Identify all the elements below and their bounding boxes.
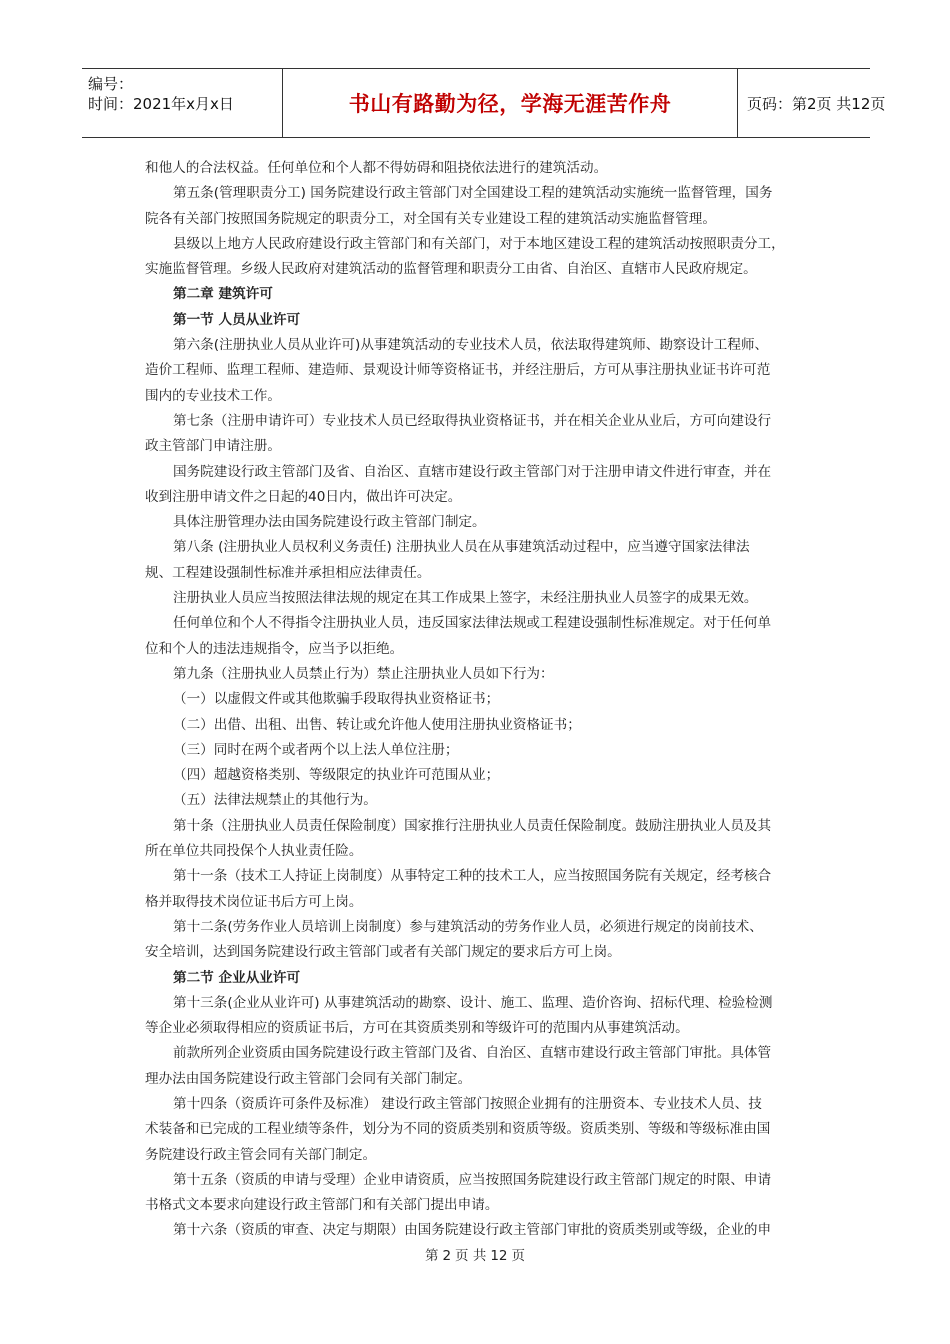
header-motto: 书山有路勤为径，学海无涯苦作舟 xyxy=(348,92,672,116)
body-line: （一）以虚假文件或其他欺骗手段取得执业资格证书； xyxy=(173,691,500,708)
body-line: 第五条(管理职责分工) 国务院建设行政主管部门对全国建设工程的建筑活动实施统一监督管理，国务 xyxy=(173,185,773,202)
body-line: （三）同时在两个或者两个以上法人单位注册； xyxy=(173,741,459,758)
document-body xyxy=(145,156,805,1244)
page-footer xyxy=(0,1244,950,1264)
body-line: 县级以上地方人民政府建设行政主管部门和有关部门，对于本地区建设工程的建筑活动按照职责分工， xyxy=(173,235,785,252)
footer-suffix: 页 xyxy=(511,1248,526,1264)
body-line: 和他人的合法权益。任何单位和个人都不得妨碍和阻挠依法进行的建筑活动。 xyxy=(145,160,608,176)
body-line: 第十条（注册执业人员责任保险制度）国家推行注册执业人员责任保险制度。鼓励注册执业人员及其 xyxy=(173,817,772,834)
header-meta xyxy=(82,69,282,137)
page-header xyxy=(82,68,886,138)
body-line: 前款所列企业资质由国务院建设行政主管部门及省、自治区、直辖市建设行政主管部门审批。具体管 xyxy=(173,1045,772,1062)
body-line: 位和个人的违法违规指令，应当予以拒绝。 xyxy=(145,640,404,657)
document-date: 时间：2021年x月x日 xyxy=(88,95,234,113)
body-line: 第十三条(企业从业许可) 从事建筑活动的勘察、设计、施工、监理、造价咨询、招标代理、检验检测 xyxy=(173,994,773,1011)
body-line: 第八条 (注册执业人员权利义务责任) 注册执业人员在从事建筑活动过程中，应当遵守国家法律法 xyxy=(173,539,750,556)
header-motto-cell xyxy=(282,69,738,137)
body-line: 国务院建设行政主管部门及省、自治区、直辖市建设行政主管部门对于注册申请文件进行审查，并在 xyxy=(173,463,772,480)
body-line: 术装备和已完成的工程业绩等条件，划分为不同的资质类别和资质等级。资质类别、等级和等级标准由国 xyxy=(145,1121,771,1138)
body-line: （五）法律法规禁止的其他行为。 xyxy=(173,792,377,809)
section-heading: 第一节 人员从业许可 xyxy=(173,311,301,328)
body-line: 围内的专业技术工作。 xyxy=(145,387,281,404)
body-line: 实施监督管理。乡级人民政府对建筑活动的监督管理和职责分工由省、自治区、直辖市人民政府规定。 xyxy=(145,261,757,278)
body-line: 第十六条（资质的审查、决定与期限）由国务院建设行政主管部门审批的资质类别或等级，企业的申 xyxy=(173,1222,772,1239)
footer-middle: 页 共 xyxy=(455,1248,487,1264)
body-line: 具体注册管理办法由国务院建设行政主管部门制定。 xyxy=(173,514,486,531)
body-line: 第十五条（资质的申请与受理）企业申请资质，应当按照国务院建设行政主管部门规定的时限、申请 xyxy=(173,1171,772,1188)
section-heading: 第二章 建筑许可 xyxy=(173,286,273,303)
body-line: 安全培训，达到国务院建设行政主管部门或者有关部门规定的要求后方可上岗。 xyxy=(145,944,621,961)
body-line: 第七条（注册申请许可）专业技术人员已经取得执业资格证书，并在相关企业从业后，方可向建设行 xyxy=(173,412,772,429)
body-line: 书格式文本要求向建设行政主管部门和有关部门提出申请。 xyxy=(145,1197,499,1214)
body-line: 第十二条(劳务作业人员培训上岗制度）参与建筑活动的劳务作业人员，必须进行规定的岗前技术、 xyxy=(173,918,763,935)
body-line: 第九条（注册执业人员禁止行为）禁止注册执业人员如下行为： xyxy=(173,665,554,682)
body-line: 格并取得技术岗位证书后方可上岗。 xyxy=(145,893,363,910)
body-line: 收到注册申请文件之日起的40日内，做出许可决定。 xyxy=(145,488,462,505)
body-line: 第六条(注册执业人员从业许可)从事建筑活动的专业技术人员，依法取得建筑师、勘察设计工程师、 xyxy=(173,337,769,354)
body-line: 务院建设行政主管会同有关部门制定。 xyxy=(145,1146,377,1163)
body-line: （四）超越资格类别、等级限定的执业许可范围从业； xyxy=(173,767,500,784)
document-number-label: 编号： xyxy=(88,75,134,93)
body-line: 院各有关部门按照国务院规定的职责分工，对全国有关专业建设工程的建筑活动实施监督管理。 xyxy=(145,210,716,227)
body-line: （二）出借、出租、出售、转让或允许他人使用注册执业资格证书； xyxy=(173,716,581,733)
footer-page-number: 2 xyxy=(442,1248,452,1264)
body-line: 第十四条（资质许可条件及标准） 建设行政主管部门按照企业拥有的注册资本、专业技术人员、技 xyxy=(173,1095,762,1112)
body-line: 造价工程师、监理工程师、建造师、景观设计师等资格证书，并经注册后，方可从事注册执业证书许可范 xyxy=(145,362,771,379)
header-page-info: 页码：第2页 共12页 xyxy=(747,94,886,113)
body-line: 规、工程建设强制性标准并承担相应法律责任。 xyxy=(145,564,431,581)
footer-prefix: 第 xyxy=(424,1248,439,1264)
body-line: 注册执业人员应当按照法律法规的规定在其工作成果上签字，未经注册执业人员签字的成果无效。 xyxy=(173,590,758,607)
body-line: 任何单位和个人不得指令注册执业人员，违反国家法律法规或工程建设强制性标准规定。对于任何单 xyxy=(173,615,772,632)
section-heading: 第二节 企业从业许可 xyxy=(173,969,301,986)
footer-total-pages: 12 xyxy=(490,1248,508,1264)
header-page-cell xyxy=(737,69,886,137)
body-line: 所在单位共同投保个人执业责任险。 xyxy=(145,843,363,860)
body-line: 理办法由国务院建设行政主管部门会同有关部门制定。 xyxy=(145,1070,472,1087)
body-line: 等企业必须取得相应的资质证书后，方可在其资质类别和等级许可的范围内从事建筑活动。 xyxy=(145,1020,689,1037)
body-line: 第十一条（技术工人持证上岗制度）从事特定工种的技术工人，应当按照国务院有关规定，经考核合 xyxy=(173,868,772,885)
body-line: 政主管部门申请注册。 xyxy=(145,438,281,455)
